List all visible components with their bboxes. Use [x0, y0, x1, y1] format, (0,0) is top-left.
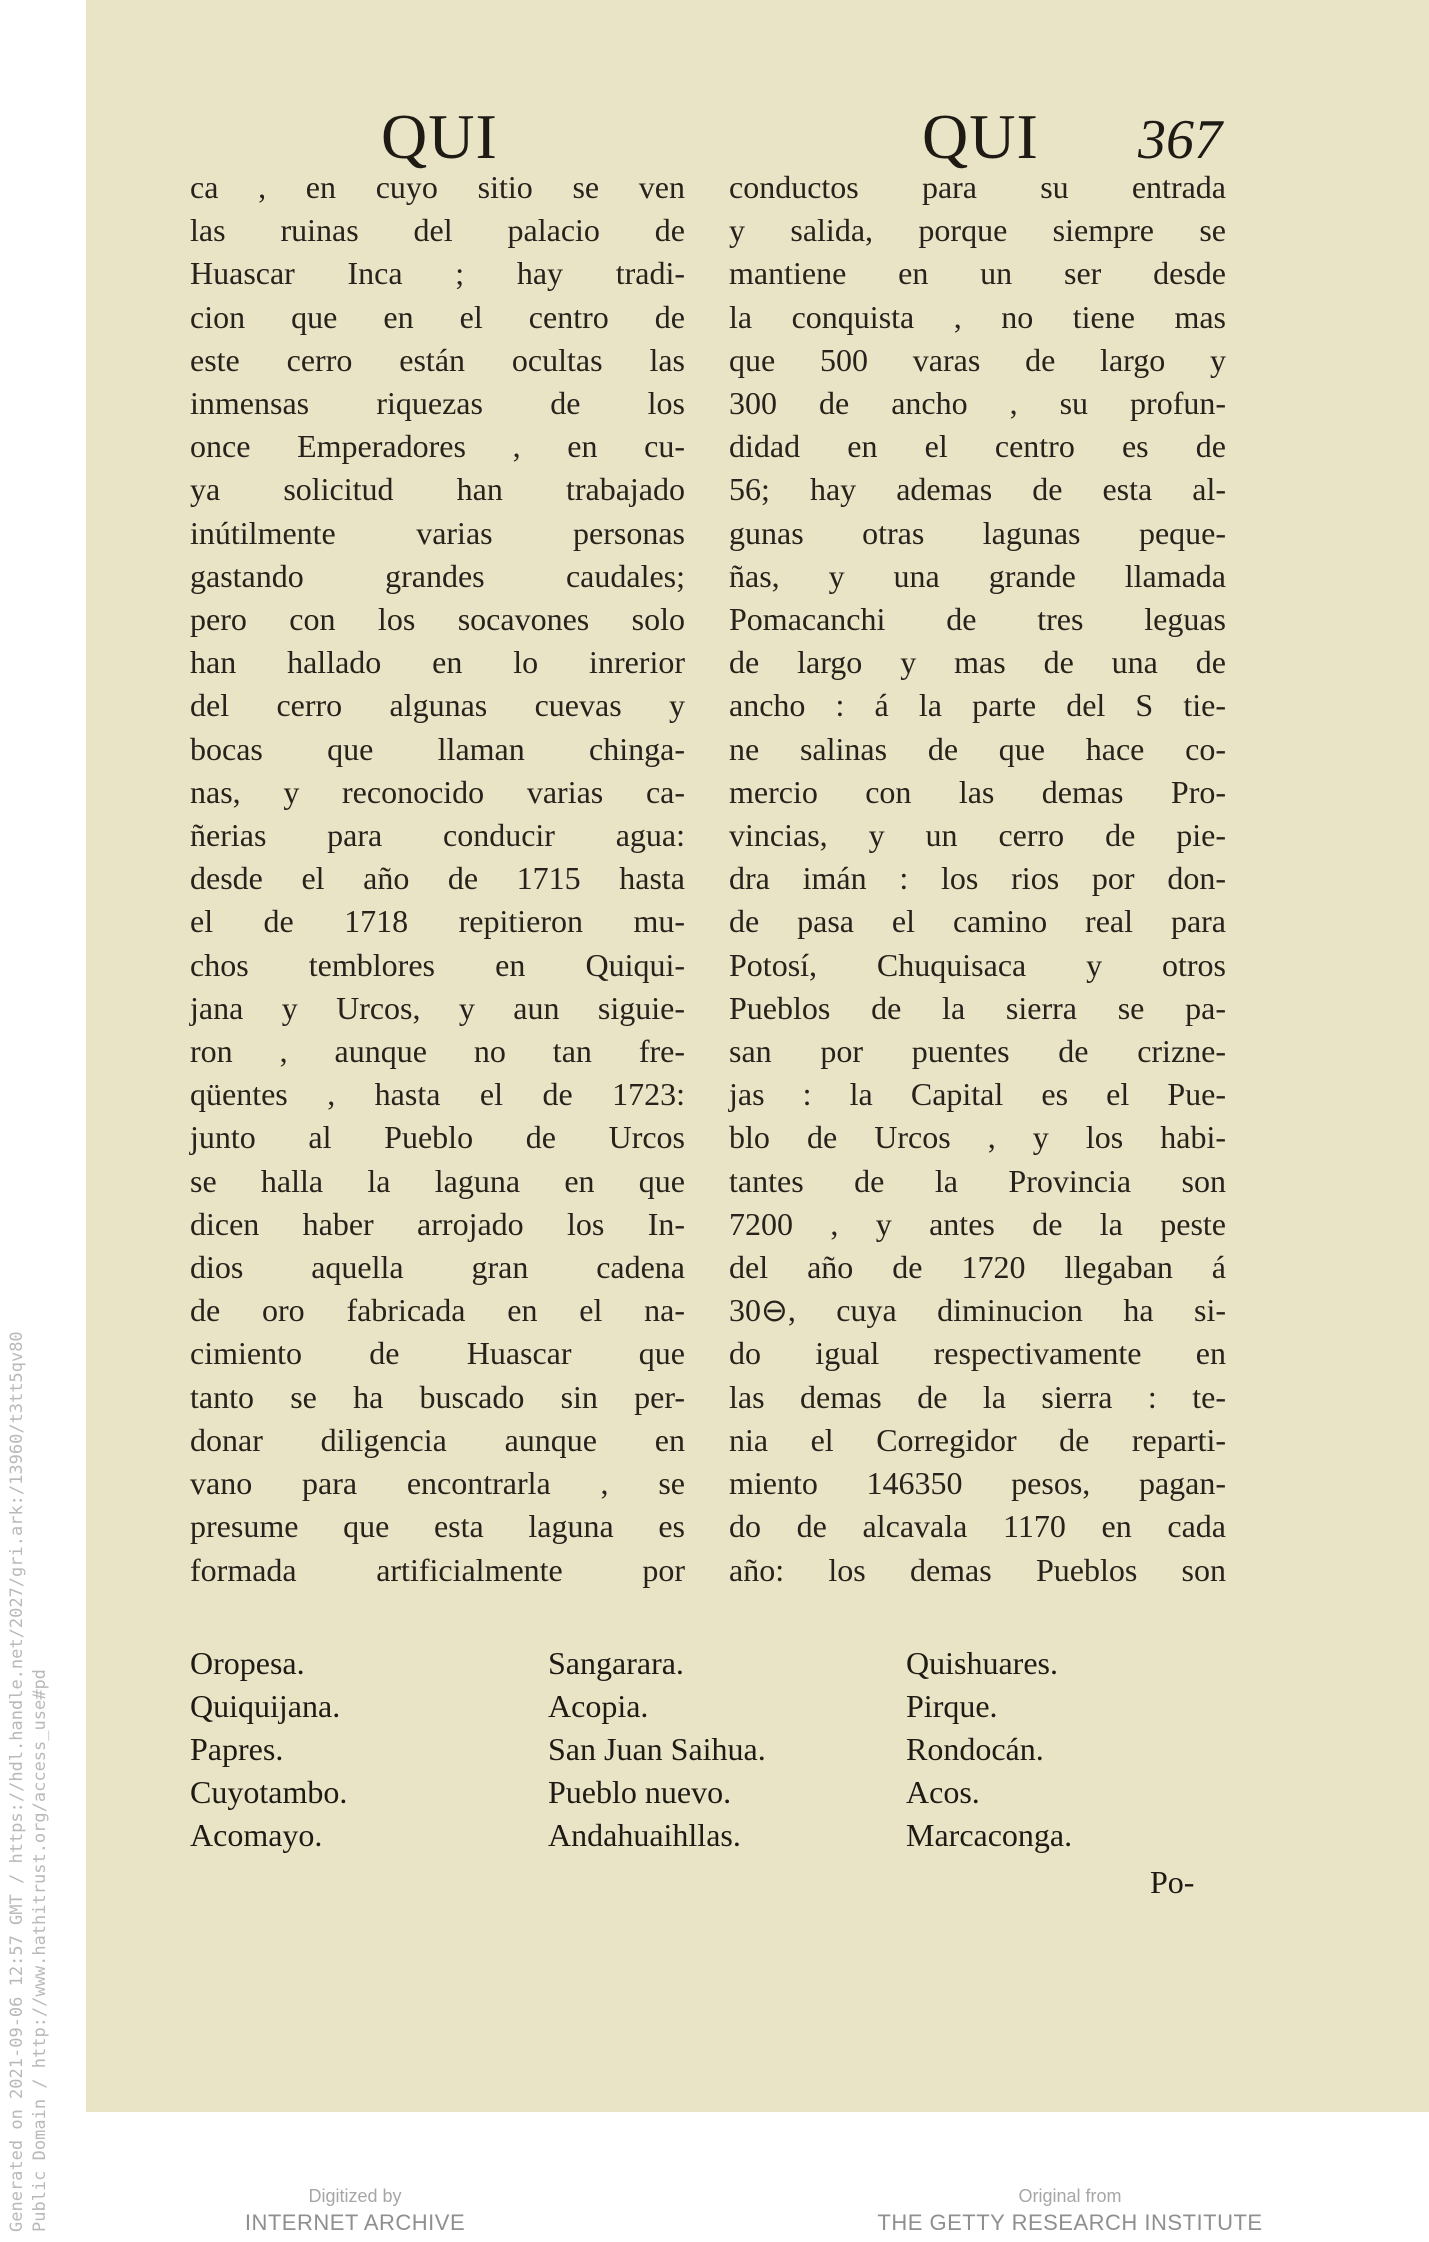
text-line: Huascar Inca ; hay tradi- [190, 255, 685, 292]
text-line: jas : la Capital es el Pue- [729, 1076, 1226, 1113]
text-line: nas, y reconocido varias ca- [190, 773, 685, 810]
generation-stamp-line-2: Public Domain / http://www.hathitrust.org/access_use#pd [30, 1669, 50, 2232]
towns-column-3 [906, 1642, 1072, 1857]
text-line: chos temblores en Quiqui- [190, 946, 685, 983]
text-line: blo de Urcos , y los habi- [729, 1119, 1226, 1156]
text-line: mantiene en un ser desde [729, 255, 1226, 292]
text-line: tanto se ha buscado sin per- [190, 1378, 685, 1415]
text-line: formada artificialmente por [190, 1551, 685, 1588]
text-line: dicen haber arrojado los In- [190, 1205, 685, 1242]
text-line: cion que en el centro de [190, 298, 685, 335]
town-name: Rondocán. [906, 1731, 1044, 1767]
text-line: vano para encontrarla , se [190, 1465, 685, 1502]
text-line: junto al Pueblo de Urcos [190, 1119, 685, 1156]
towns-column-1 [190, 1642, 347, 1857]
generation-stamp [6, 1331, 52, 2232]
running-head-right: QUI [922, 101, 1039, 172]
text-line: se halla la laguna en que [190, 1162, 685, 1199]
town-name: Oropesa. [190, 1645, 305, 1681]
text-line: del cerro algunas cuevas y [190, 687, 685, 724]
town-name: Papres. [190, 1731, 284, 1767]
text-line: jana y Urcos, y aun siguie- [190, 989, 685, 1026]
text-line: ñas, y una grande llamada [729, 557, 1226, 594]
text-line: que 500 varas de largo y [729, 341, 1226, 378]
text-line: ne salinas de que hace co- [729, 730, 1226, 767]
text-line: inútilmente varias personas [190, 514, 685, 551]
text-line: Pueblos de la sierra se pa- [729, 989, 1226, 1026]
text-line: ca , en cuyo sitio se ven [190, 169, 685, 205]
text-line: 30⊖, cuya diminucion ha si- [729, 1292, 1226, 1329]
text-line: vincias, y un cerro de pie- [729, 817, 1226, 854]
town-name: Pueblo nuevo. [548, 1774, 732, 1810]
left-text-column [190, 166, 685, 1592]
town-name: Marcaconga. [906, 1817, 1073, 1853]
text-line: de largo y mas de una de [729, 644, 1226, 681]
text-line: 7200 , y antes de la peste [729, 1205, 1226, 1242]
town-name: Pirque. [906, 1688, 998, 1724]
town-name: San Juan Saihua. [548, 1731, 766, 1767]
text-line: once Emperadores , en cu- [190, 428, 685, 465]
text-line: del año de 1720 llegaban á [729, 1249, 1226, 1286]
text-line: conductos para su entrada [729, 169, 1226, 205]
text-line: y salida, porque siempre se [729, 212, 1226, 249]
text-line: desde el año de 1715 hasta [190, 860, 685, 897]
text-line: presume que esta laguna es [190, 1508, 685, 1545]
original-institution-name: THE GETTY RESEARCH INSTITUTE [877, 2210, 1263, 2235]
town-name: Cuyotambo. [190, 1774, 348, 1810]
town-name: Quiquijana. [190, 1688, 341, 1724]
catchword: Po- [1150, 1864, 1195, 1900]
text-line: gastando grandes caudales; [190, 557, 685, 594]
text-line: cimiento de Huascar que [190, 1335, 685, 1372]
text-line: 300 de ancho , su profun- [729, 385, 1226, 422]
text-line: 56; hay ademas de esta al- [729, 471, 1226, 508]
text-line: mercio con las demas Pro- [729, 773, 1226, 810]
text-line: gunas otras lagunas peque- [729, 514, 1226, 551]
text-line: miento 146350 pesos, pagan- [729, 1465, 1226, 1502]
text-line: las ruinas del palacio de [190, 212, 685, 249]
text-line: han hallado en lo inrerior [190, 644, 685, 681]
text-line: qüentes , hasta el de 1723: [190, 1076, 685, 1113]
text-line: este cerro están ocultas las [190, 341, 685, 378]
text-line: do igual respectivamente en [729, 1335, 1226, 1372]
text-line: ya solicitud han trabajado [190, 471, 685, 508]
towns-column-2 [548, 1642, 766, 1857]
text-line: año: los demas Pueblos son [729, 1551, 1226, 1588]
text-line: de oro fabricada en el na- [190, 1292, 685, 1329]
text-line: tantes de la Provincia son [729, 1162, 1226, 1199]
text-line: ron , aunque no tan fre- [190, 1033, 685, 1070]
town-name: Quishuares. [906, 1645, 1058, 1681]
text-line: ñerias para conducir agua: [190, 817, 685, 854]
text-line: las demas de la sierra : te- [729, 1378, 1226, 1415]
text-line: de pasa el camino real para [729, 903, 1226, 940]
running-head-left: QUI [381, 101, 498, 172]
text-line: Pomacanchi de tres leguas [729, 601, 1226, 638]
text-line: san por puentes de crizne- [729, 1033, 1226, 1070]
text-line: inmensas riquezas de los [190, 385, 685, 422]
text-line: nia el Corregidor de reparti- [729, 1421, 1226, 1458]
digitized-by-label: Digitized by [308, 2186, 402, 2206]
text-line: el de 1718 repitieron mu- [190, 903, 685, 940]
text-line: dra imán : los rios por don- [729, 860, 1226, 897]
text-line: Potosí, Chuquisaca y otros [729, 946, 1226, 983]
text-line: pero con los socavones solo [190, 601, 685, 638]
text-line: do de alcavala 1170 en cada [729, 1508, 1226, 1545]
text-line: dios aquella gran cadena [190, 1249, 685, 1286]
text-line: bocas que llaman chinga- [190, 730, 685, 767]
page-number: 367 [1138, 109, 1222, 171]
town-name: Acomayo. [190, 1817, 323, 1853]
town-name: Andahuaihllas. [548, 1817, 741, 1853]
digitizer-name: INTERNET ARCHIVE [244, 2210, 466, 2235]
text-line: donar diligencia aunque en [190, 1421, 685, 1458]
text-line: didad en el centro es de [729, 428, 1226, 465]
town-name: Acopia. [548, 1688, 649, 1724]
town-name: Acos. [906, 1774, 980, 1810]
text-line: la conquista , no tiene mas [729, 298, 1226, 335]
text-line: ancho : á la parte del S tie- [729, 687, 1226, 724]
original-from-label: Original from [1018, 2186, 1122, 2206]
town-name: Sangarara. [548, 1645, 684, 1681]
right-text-column [729, 166, 1226, 1592]
generation-stamp-line-1: Generated on 2021-09-06 12:57 GMT / https://hdl.handle.net/2027/gri.ark:/13960/t3tt5qv80 [7, 1331, 27, 2232]
